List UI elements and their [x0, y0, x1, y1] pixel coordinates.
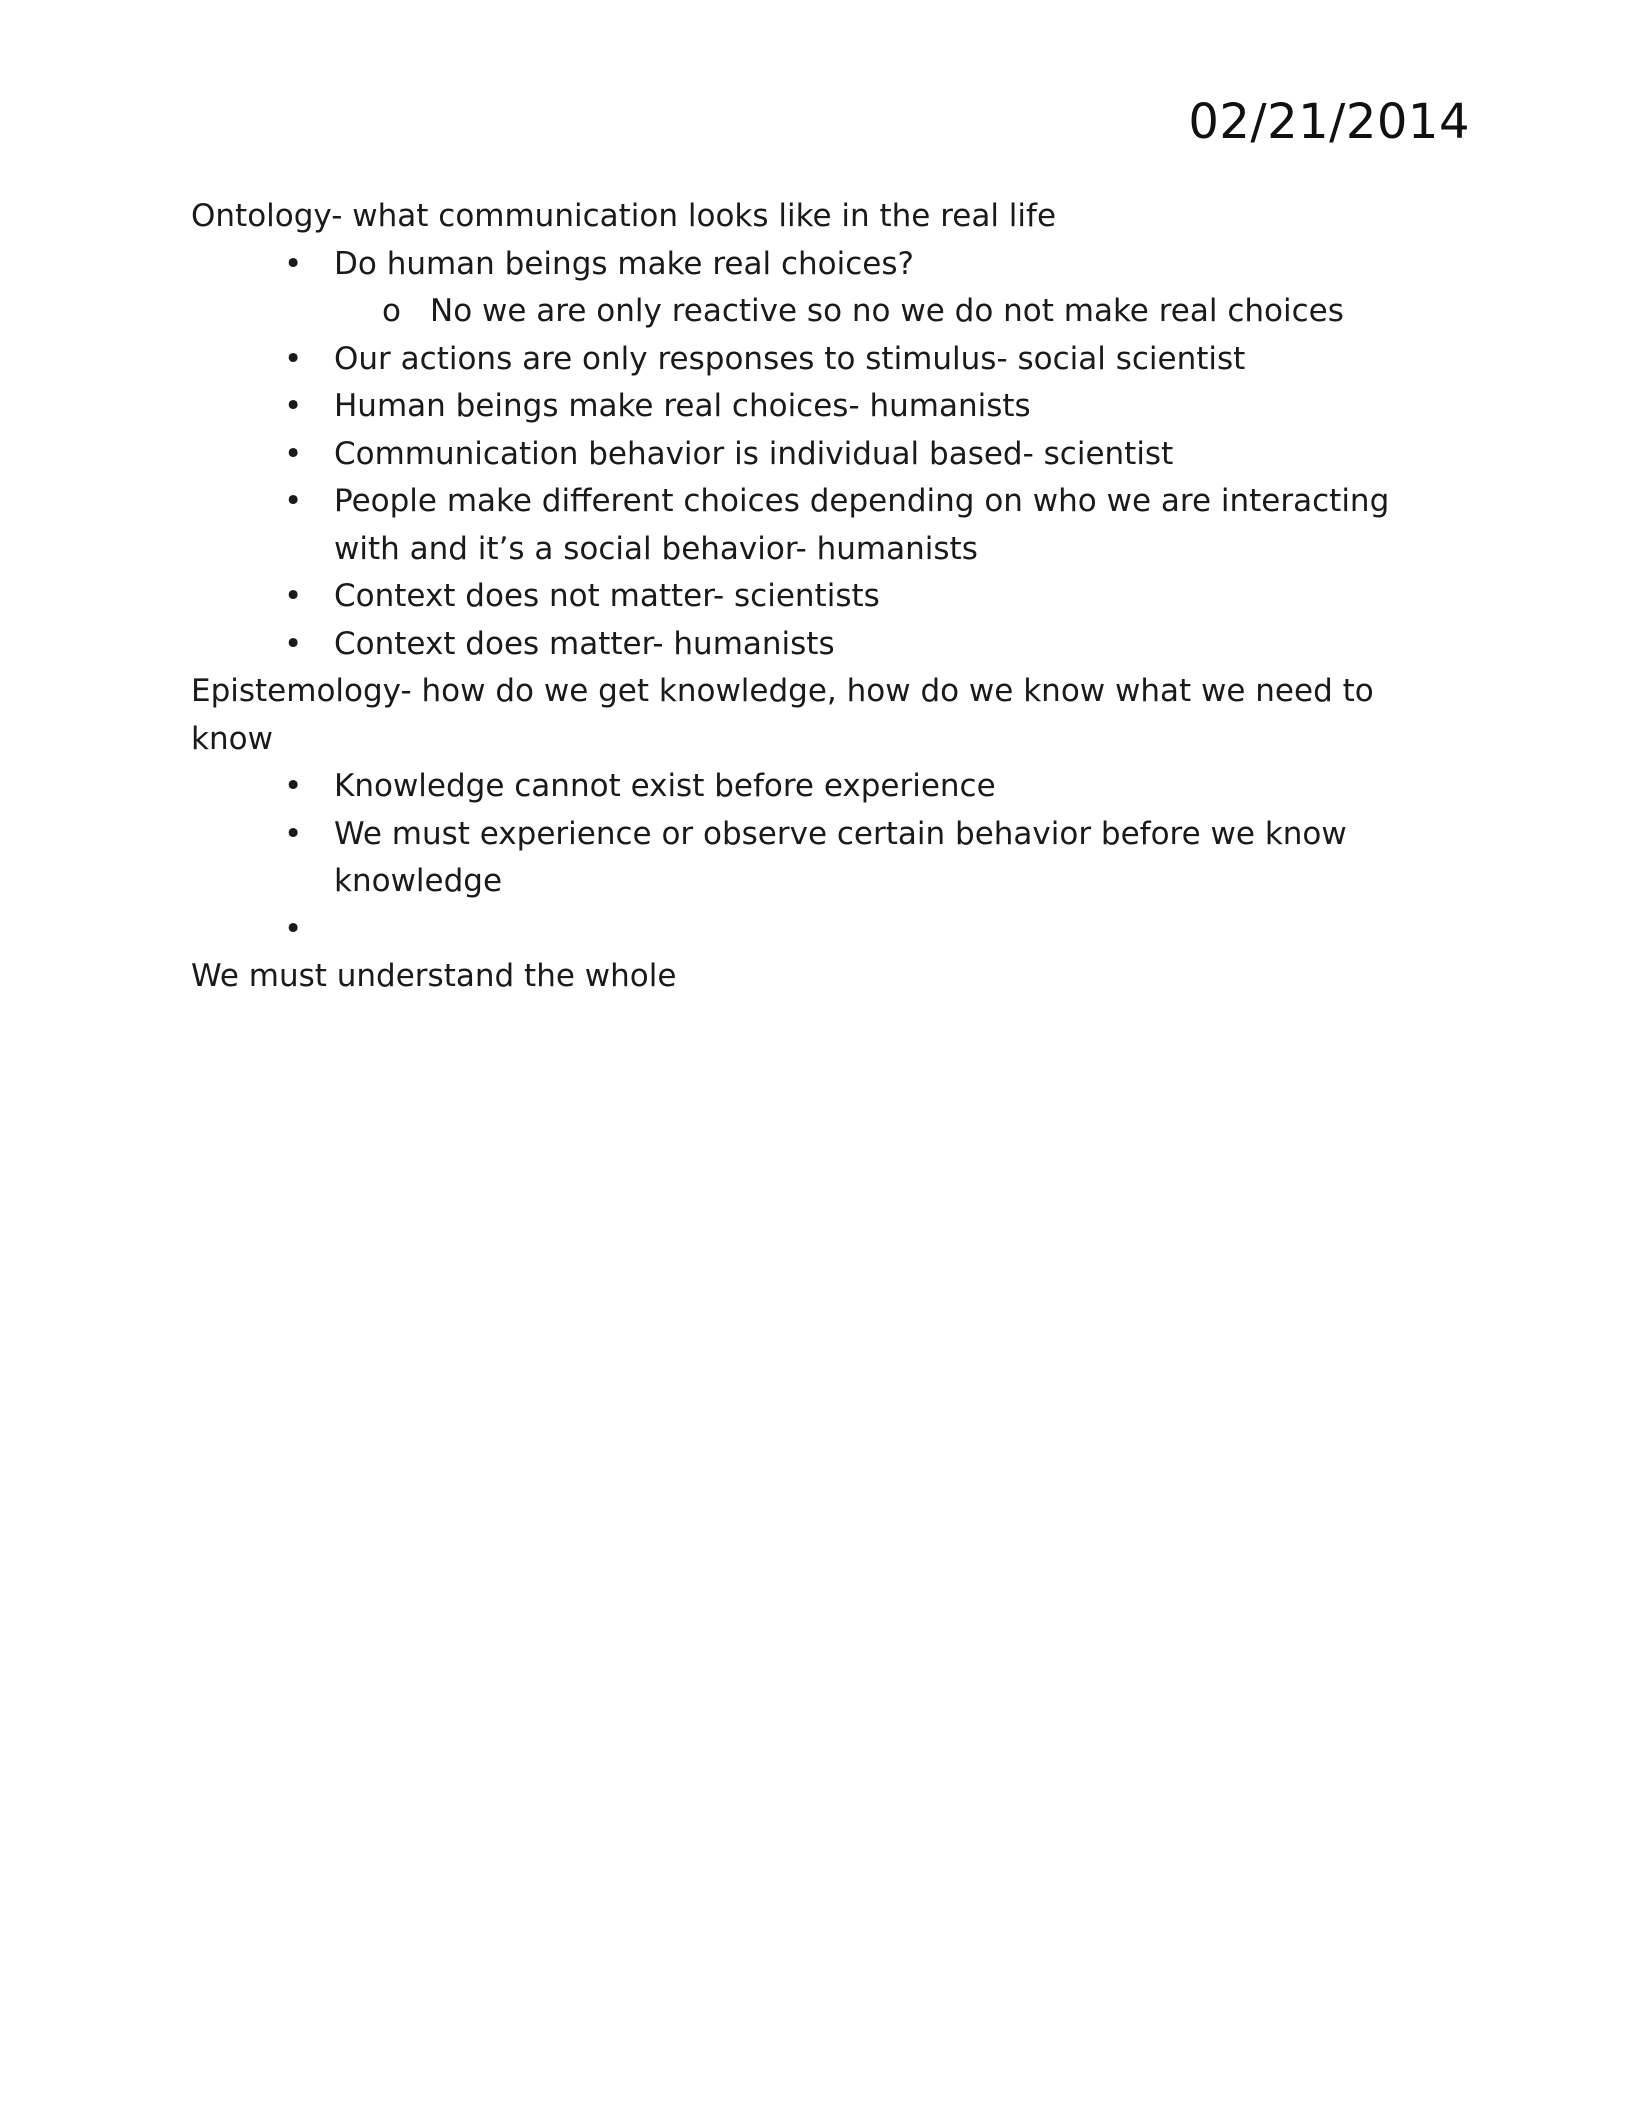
list-item-text: Context does matter- humanists — [334, 625, 835, 662]
list-item-text: Context does not matter- scientists — [334, 578, 880, 614]
document-date: 02/21/2014 — [1188, 94, 1470, 150]
list-item-text: Knowledge cannot exist before experience — [334, 768, 996, 804]
document-body — [191, 193, 1441, 1001]
epistemology-bullet-list — [191, 763, 1441, 953]
list-item — [284, 621, 1441, 669]
bullet-icon: • — [284, 768, 303, 804]
list-item — [284, 431, 1441, 479]
list-item — [284, 763, 1441, 811]
ontology-sub-list — [334, 288, 1441, 336]
list-item-text: Do human beings make real choices? — [334, 245, 914, 282]
bullet-icon: • — [284, 388, 303, 424]
list-item — [284, 383, 1441, 431]
list-item — [284, 573, 1441, 621]
list-item-empty — [284, 906, 1441, 954]
epistemology-heading: Epistemology- how do we get knowledge, how do we know what we need to know — [191, 673, 1374, 757]
list-item-text: People make different choices depending on who we are interacting with and it’s a social behavior- humanists — [334, 483, 1390, 567]
bullet-icon: • — [284, 910, 303, 947]
list-item-text: Communication behavior is individual based- scientist — [334, 435, 1174, 472]
sub-bullet-icon: o — [382, 293, 401, 329]
list-item-text — [334, 911, 344, 947]
bullet-icon: • — [284, 815, 303, 852]
closing-line: We must understand the whole — [191, 958, 677, 994]
list-item-text: We must experience or observe certain behavior before we know knowledge — [334, 815, 1347, 899]
list-item-text: Our actions are only responses to stimulus- social scientist — [334, 340, 1246, 377]
list-item — [284, 241, 1441, 336]
sub-list-item-text: No we are only reactive so no we do not make real choices — [430, 293, 1344, 329]
list-item — [284, 478, 1444, 573]
bullet-icon: • — [284, 578, 303, 614]
bullet-icon: • — [284, 625, 303, 662]
list-item-text: Human beings make real choices- humanists — [334, 388, 1031, 424]
list-item — [284, 811, 1444, 906]
ontology-bullet-list — [191, 241, 1441, 669]
sub-list-item — [382, 288, 1441, 336]
ontology-heading: Ontology- what communication looks like in the real life — [191, 198, 1057, 234]
bullet-icon: • — [284, 340, 303, 377]
bullet-icon: • — [284, 483, 303, 519]
list-item — [284, 336, 1441, 384]
bullet-icon: • — [284, 245, 303, 282]
bullet-icon: • — [284, 435, 303, 472]
